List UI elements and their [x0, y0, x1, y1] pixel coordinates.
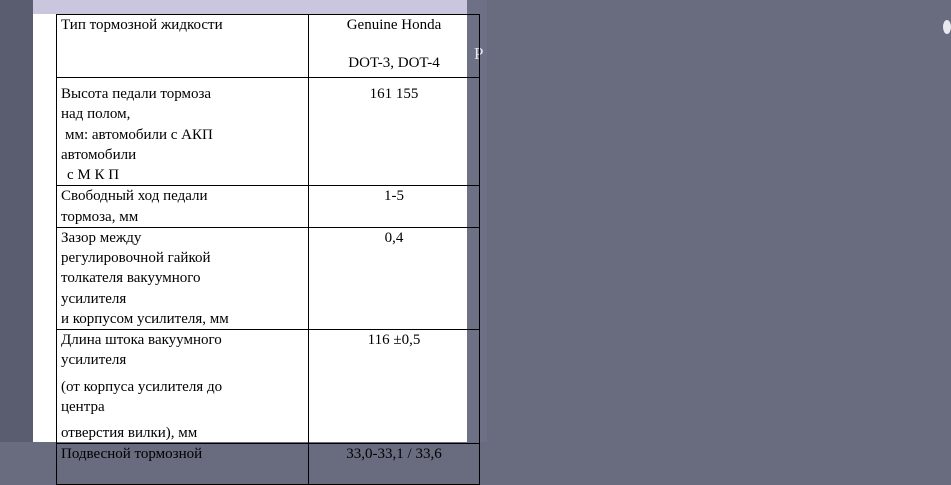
row-label [57, 15, 309, 78]
value-line: 33,0-33,1 / 33,6 [346, 446, 442, 463]
row-value [309, 330, 480, 444]
label-line: Подвесной тормозной [61, 446, 203, 463]
label-line: Тип тормозной жидкости [61, 17, 223, 33]
row-label [57, 444, 309, 485]
label-line: усилителя [61, 352, 127, 369]
value-line: DOT-3, DOT-4 [348, 55, 440, 72]
label-line: Высота педали тормоза [61, 86, 212, 102]
right-glyph-top [943, 20, 951, 34]
value-line: 0,4 [384, 229, 404, 246]
value-line: 1-5 [384, 188, 404, 205]
top-band [33, 0, 467, 14]
table-row [57, 330, 480, 444]
row-label [57, 78, 309, 186]
label-line: Длина штока вакуумного [61, 332, 222, 348]
label-line: мм: автомобили с АКП [65, 126, 213, 143]
label-line: толкателя вакуумного [61, 270, 201, 287]
row-label [57, 227, 309, 329]
row-value [309, 78, 480, 186]
table-row [57, 186, 480, 228]
label-line: усилителя [61, 290, 127, 307]
value-line: 161 155 [369, 86, 419, 102]
label-line: регулировочной гайкой [61, 250, 211, 266]
label-line: с М К П [67, 167, 120, 183]
left-margin-strip [0, 0, 33, 442]
label-line: Свободный ход педали [61, 188, 208, 205]
label-line: и корпусом усилителя, мм [61, 310, 229, 327]
label-line: над полом, [61, 106, 131, 123]
table-row [57, 78, 480, 186]
label-line: центра [61, 398, 105, 415]
label-line: (от корпуса усилителя до [61, 378, 223, 395]
label-line: Зазор между [61, 229, 142, 246]
row-label [57, 330, 309, 444]
label-line: отверстия вилки), мм [61, 425, 198, 441]
row-label [57, 186, 309, 228]
document-page [33, 14, 467, 463]
value-line: 116 ±0,5 [367, 332, 421, 348]
right-edge-text: Р [474, 44, 484, 63]
label-line: тормоза, мм [61, 208, 139, 225]
table-row [57, 227, 480, 329]
brake-spec-table [56, 14, 480, 485]
row-value [309, 15, 480, 78]
table-row [57, 444, 480, 485]
row-value [309, 186, 480, 228]
label-line: автомобили [61, 146, 137, 163]
value-line: Genuine Honda [346, 17, 442, 33]
row-value [309, 227, 480, 329]
row-value [309, 444, 480, 485]
table-row [57, 15, 480, 78]
